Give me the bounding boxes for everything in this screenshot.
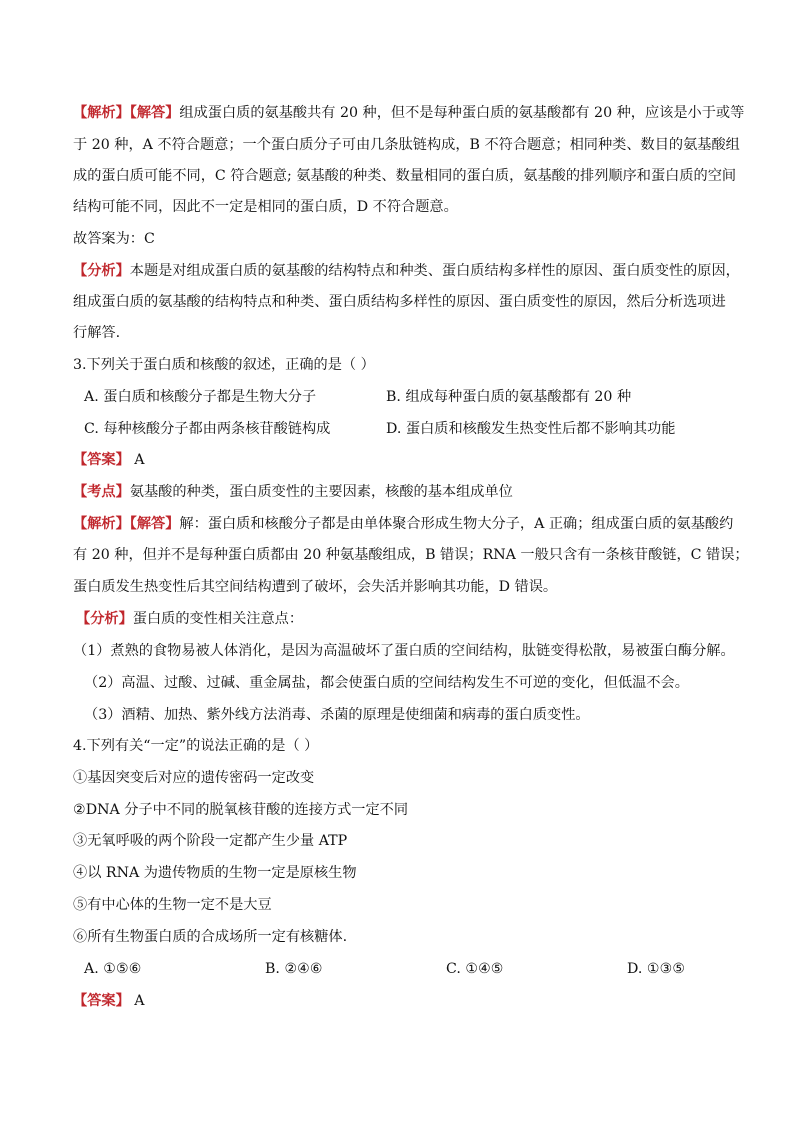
- q4-statement-1: ①基因突变后对应的遗传密码一定改变: [73, 770, 315, 786]
- q3-jiexi-line-3: 蛋白质发生热变性后其空间结构遭到了破坏，会失活并影响其功能，D 错误。: [73, 579, 558, 595]
- q2-jiexi-line-3: 成的蛋白质可能不同，C 符合题意; 氨基酸的种类、数量相同的蛋白质，氨基酸的排列顺序和蛋白质的空间: [73, 168, 737, 184]
- q4-answer-tag: 【答案】: [73, 993, 130, 1009]
- q4-option-c: C. ①④⑤: [446, 961, 504, 977]
- q2-answer-line: 故答案为：C: [73, 231, 155, 247]
- q4-answer-value: A: [134, 993, 145, 1009]
- q3-fenxi-title: 蛋白质的变性相关注意点：: [132, 611, 304, 627]
- q2-jiexi-text-1: 组成蛋白质的氨基酸共有 20 种，但不是每种蛋白质的氨基酸都有 20 种，应该是小于或等: [179, 105, 745, 121]
- q3-answer-tag: 【答案】: [73, 452, 130, 468]
- q4-option-a: A. ①⑤⑥: [84, 961, 142, 977]
- q4-statement-2: ②DNA 分子中不同的脱氧核苷酸的连接方式一定不同: [73, 802, 409, 818]
- q2-fenxi-line-1: [73, 261, 740, 281]
- q2-fenxi-tag: 【分析】: [73, 263, 130, 279]
- q4-statement-3: ③无氧呼吸的两个阶段一定都产生少量 ATP: [73, 833, 348, 849]
- q2-fenxi-line-2: 组成蛋白质的氨基酸的结构特点和种类、蛋白质结构多样性的原因、蛋白质变性的原因，然后分析选项进: [73, 294, 726, 310]
- q3-jiexi-tag: 【解析】【解答】: [73, 516, 180, 532]
- q3-stem: 3.下列关于蛋白质和核酸的叙述，正确的是（ ）: [73, 357, 375, 373]
- q4-statement-4: ④以 RNA 为遗传物质的生物一定是原核生物: [73, 865, 357, 881]
- q4-answer-line: [73, 991, 734, 1011]
- q3-answer-value: A: [134, 452, 145, 468]
- q2-jiexi-line-4: 结构可能不同，因此不一定是相同的蛋白质，D 不符合题意。: [73, 199, 458, 215]
- q3-fenxi-point-1: （1）煮熟的食物易被人体消化，是因为高温破坏了蛋白质的空间结构，肽链变得松散，易被蛋白酶分解。: [73, 643, 735, 659]
- q3-jiexi-text-1: 解：蛋白质和核酸分子都是由单体聚合形成生物大分子，A 正确；组成蛋白质的氨基酸约: [179, 516, 734, 532]
- q4-stem: 4.下列有关“一定”的说法正确的是（ ）: [73, 738, 319, 754]
- q2-jiexi-line-2: 于 20 种，A 不符合题意；一个蛋白质分子可由几条肽链构成，B 不符合题意；相同种类、数目的氨基酸组: [73, 137, 740, 153]
- q3-kaodian-text: 氨基酸的种类，蛋白质变性的主要因素，核酸的基本组成单位: [129, 484, 513, 500]
- q3-fenxi-point-2: （2）高温、过酸、过碱、重金属盐，都会使蛋白质的空间结构发生不可逆的变化，但低温不会。: [84, 675, 689, 691]
- q3-fenxi-point-3: （3）酒精、加热、紫外线方法消毒、杀菌的原理是使细菌和病毒的蛋白质变性。: [84, 707, 590, 723]
- q4-statement-6: ⑥所有生物蛋白质的合成场所一定有核糖体.: [73, 929, 348, 945]
- q3-option-a: A. 蛋白质和核酸分子都是生物大分子: [84, 389, 317, 405]
- q4-option-d: D. ①③⑤: [627, 961, 686, 977]
- q4-option-b: B. ②④⑥: [265, 961, 323, 977]
- q3-jiexi-line-1: [73, 514, 734, 534]
- q3-fenxi-line: [76, 609, 734, 629]
- q3-option-d: D. 蛋白质和核酸发生热变性后都不影响其功能: [386, 421, 676, 437]
- q3-kaodian-line: [73, 482, 734, 502]
- q3-fenxi-tag: 【分析】: [76, 611, 133, 627]
- q3-option-b: B. 组成每种蛋白质的氨基酸都有 20 种: [386, 389, 632, 405]
- q2-jiexi-tag: 【解析】【解答】: [73, 105, 180, 121]
- q2-fenxi-text-1: 本题是对组成蛋白质的氨基酸的结构特点和种类、蛋白质结构多样性的原因、蛋白质变性的原因，: [129, 263, 740, 279]
- q3-option-c: C. 每种核酸分子都由两条核苷酸链构成: [84, 421, 331, 437]
- q3-kaodian-tag: 【考点】: [73, 484, 130, 500]
- q3-answer-line: [73, 450, 734, 470]
- q4-statement-5: ⑤有中心体的生物一定不是大豆: [73, 897, 272, 913]
- q3-jiexi-line-2: 有 20 种，但并不是每种蛋白质都由 20 种氨基酸组成，B 错误；RNA 一般只含有一条核苷酸链，C 错误；: [73, 547, 749, 563]
- q2-fenxi-line-3: 行解答.: [73, 325, 121, 341]
- q2-jiexi-line-1: [73, 103, 745, 123]
